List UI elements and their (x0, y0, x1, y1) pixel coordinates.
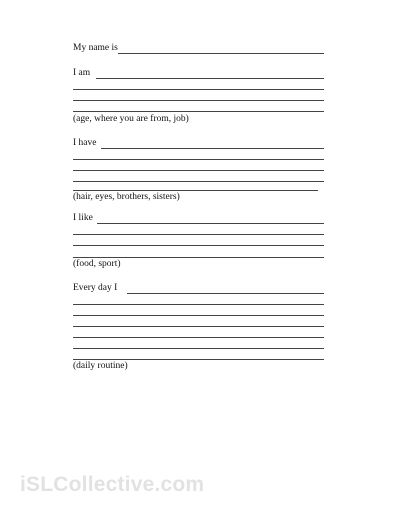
i-like-answer-line[interactable] (73, 245, 324, 246)
i-am-answer-line[interactable] (73, 89, 324, 90)
every-day-answer-line[interactable] (73, 304, 324, 305)
every-day-hint: (daily routine) (73, 361, 128, 371)
site-watermark: iSLCollective.com (20, 473, 205, 496)
i-am-prompt: I am (73, 68, 91, 78)
name-answer-line[interactable] (118, 53, 324, 54)
i-have-answer-line[interactable] (73, 159, 324, 160)
i-am-answer-line[interactable] (73, 100, 324, 101)
every-day-answer-line[interactable] (73, 359, 324, 360)
i-have-answer-line[interactable] (101, 148, 324, 149)
i-have-hint: (hair, eyes, brothers, sisters) (73, 192, 180, 202)
i-have-answer-line[interactable] (73, 181, 324, 182)
every-day-answer-line[interactable] (73, 326, 324, 327)
every-day-prompt: Every day I (73, 283, 118, 293)
every-day-answer-line[interactable] (73, 348, 324, 349)
i-am-hint: (age, where you are from, job) (73, 114, 189, 124)
every-day-answer-line[interactable] (127, 293, 324, 294)
i-like-hint: (food, sport) (73, 259, 121, 269)
i-have-answer-line[interactable] (73, 190, 318, 191)
i-am-answer-line[interactable] (96, 78, 324, 79)
i-am-answer-line[interactable] (73, 111, 324, 112)
i-like-answer-line[interactable] (73, 234, 324, 235)
i-like-answer-line[interactable] (73, 257, 324, 258)
i-have-prompt: I have (73, 138, 97, 148)
name-prompt: My name is (73, 43, 118, 53)
i-like-prompt: I like (73, 213, 93, 223)
i-like-answer-line[interactable] (97, 223, 324, 224)
every-day-answer-line[interactable] (73, 337, 324, 338)
i-have-answer-line[interactable] (73, 170, 324, 171)
every-day-answer-line[interactable] (73, 315, 324, 316)
